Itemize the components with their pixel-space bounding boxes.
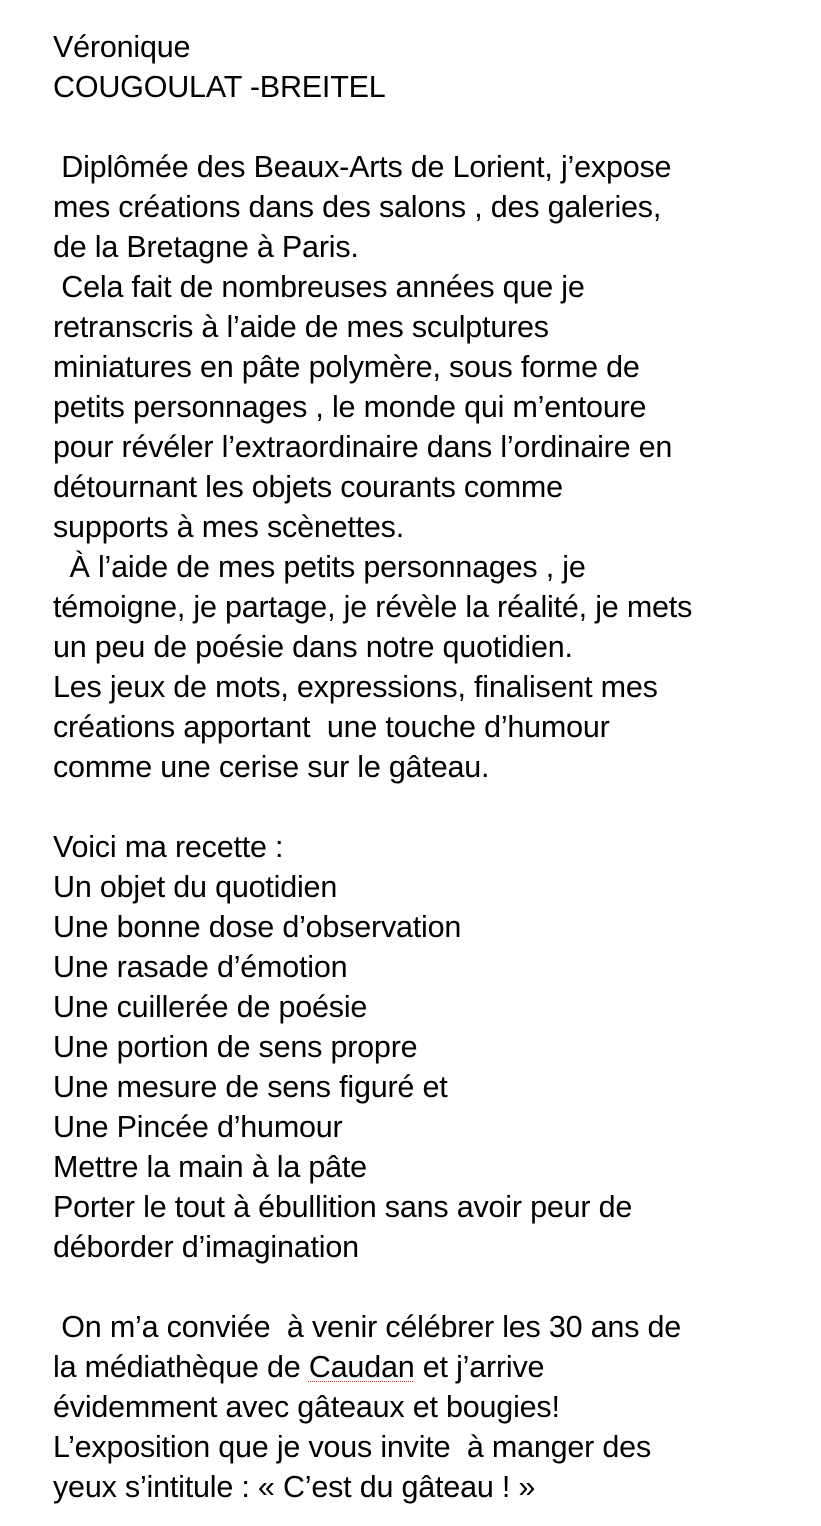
recipe-item: Une portion de sens propre: [53, 1030, 418, 1064]
intro-line: témoigne, je partage, je révèle la réalité, je mets: [53, 590, 693, 624]
document-body: [53, 27, 813, 1507]
recipe-item: Mettre la main à la pâte: [53, 1150, 367, 1184]
intro-line: retranscris à l’aide de mes sculptures: [53, 310, 549, 344]
closing-line: On m’a conviée à venir célébrer les 30 ans de: [53, 1310, 682, 1344]
intro-line: Les jeux de mots, expressions, finalisent mes: [53, 670, 658, 704]
intro-line: pour révéler l’extraordinaire dans l’ordinaire en: [53, 430, 673, 464]
author-last-name: COUGOULAT -BREITEL: [53, 70, 386, 104]
recipe-item: Une Pincée d’humour: [53, 1110, 343, 1144]
closing-text: et j’arrive: [414, 1350, 545, 1384]
intro-paragraph: [53, 147, 813, 787]
closing-line: yeux s’intitule : « C’est du gâteau ! »: [53, 1470, 536, 1504]
intro-line: comme une cerise sur le gâteau.: [53, 750, 490, 784]
intro-line: détournant les objets courants comme: [53, 470, 563, 504]
recipe-list: [53, 827, 813, 1267]
recipe-item: déborder d’imagination: [53, 1230, 359, 1264]
misspelled-word[interactable]: Caudan: [308, 1350, 415, 1384]
intro-line: Cela fait de nombreuses années que je: [53, 270, 585, 304]
recipe-item: Une bonne dose d’observation: [53, 910, 462, 944]
intro-line: de la Bretagne à Paris.: [53, 230, 359, 264]
recipe-heading: Voici ma recette :: [53, 830, 284, 864]
intro-line: mes créations dans des salons , des galeries,: [53, 190, 662, 224]
intro-line: miniatures en pâte polymère, sous forme de: [53, 350, 640, 384]
closing-line: [53, 1347, 813, 1387]
intro-line: un peu de poésie dans notre quotidien.: [53, 630, 573, 664]
intro-line: créations apportant une touche d’humour: [53, 710, 610, 744]
recipe-item: Une rasade d’émotion: [53, 950, 348, 984]
blank-line: [53, 1267, 813, 1307]
intro-line: À l’aide de mes petits personnages , je: [53, 550, 586, 584]
closing-line: évidemment avec gâteaux et bougies!: [53, 1390, 560, 1424]
closing-paragraph: [53, 1307, 813, 1507]
intro-line: petits personnages , le monde qui m’entoure: [53, 390, 647, 424]
closing-text: la médiathèque de: [53, 1350, 309, 1384]
intro-line: Diplômée des Beaux-Arts de Lorient, j’expose: [53, 150, 672, 184]
author-first-name: Véronique: [53, 30, 191, 64]
blank-line: [53, 107, 813, 147]
recipe-item: Porter le tout à ébullition sans avoir peur de: [53, 1190, 633, 1224]
recipe-item: Une mesure de sens figuré et: [53, 1070, 448, 1104]
recipe-item: Un objet du quotidien: [53, 870, 338, 904]
blank-line: [53, 787, 813, 827]
closing-line: L’exposition que je vous invite à manger des: [53, 1430, 651, 1464]
intro-line: supports à mes scènettes.: [53, 510, 405, 544]
recipe-item: Une cuillerée de poésie: [53, 990, 368, 1024]
